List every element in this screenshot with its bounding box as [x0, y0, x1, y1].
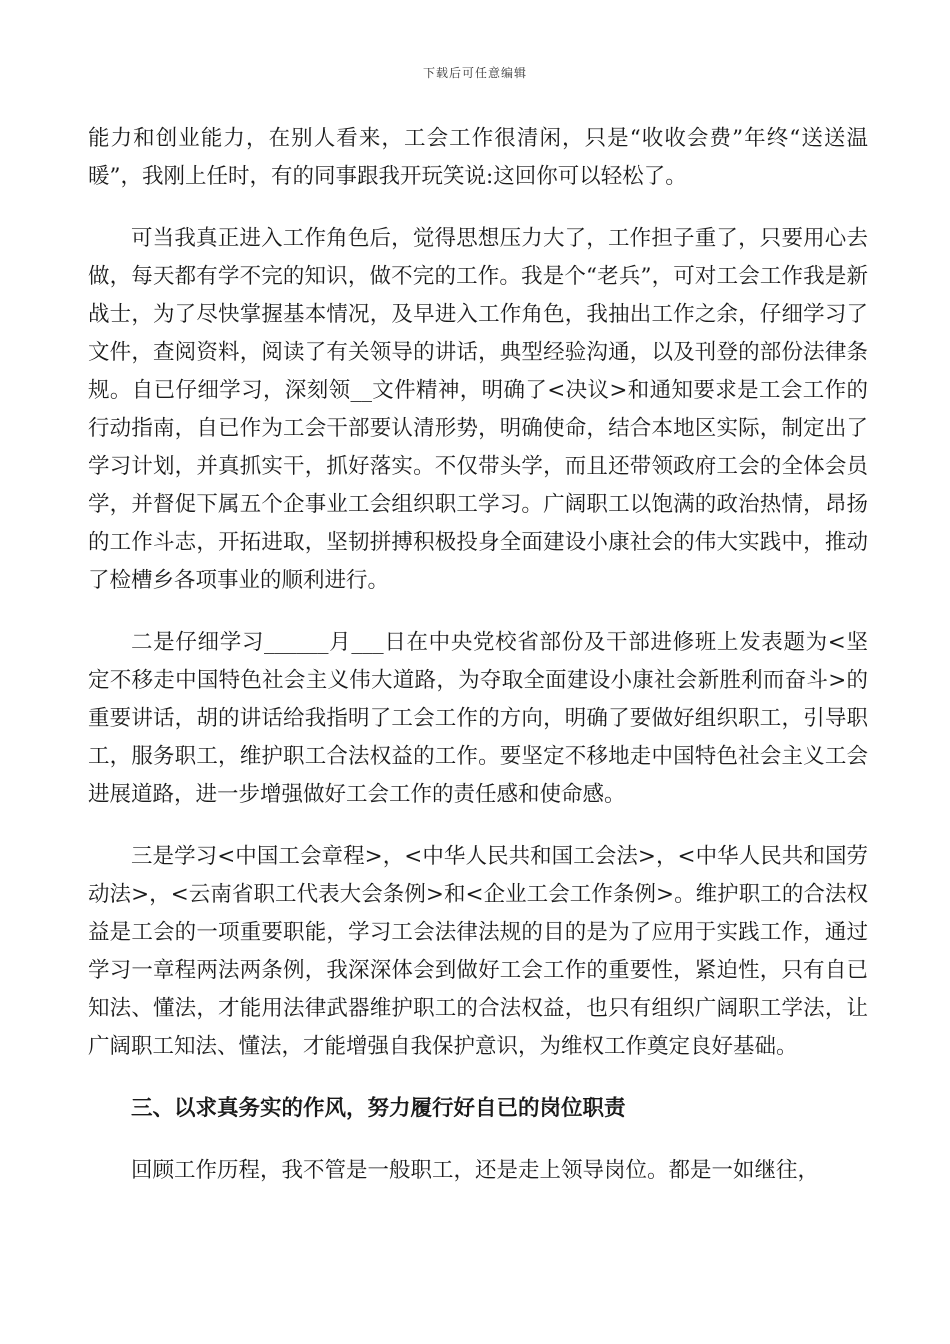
paragraph-third-point: 三是学习<中国工会章程>，<中华人民共和国工会法>，<中华人民共和国劳动法>，<云南省职工代表大会条例>和<企业工会工作条例>。维护职工的合法权益是工会的一项重要职能，学习工会法律法规的目的是为了应用于实践工作，通过学习一章程两法两条例，我深深体会到做好工会工作的重要性，紧迫性，只有自已知法、懂法，才能用法律武器维护职工的合法权益，也只有组织广阔职工学法，让广阔职工知法、懂法，才能增强自我保护意识，为维权工作奠定良好基础。: [88, 844, 868, 1059]
section-heading: 三、以求真务实的作风，努力履行好自已的岗位职责: [131, 1096, 626, 1121]
paragraph-study-documents: 可当我真正进入工作角色后，觉得思想压力大了，工作担子重了，只要用心去做，每天都有学不完的知识，做不完的工作。我是个“老兵”，可对工会工作我是新战士，为了尽快掌握基本情况，及早进入工作角色，我抽出工作之余，仔细学习了文件，查阅资料，阅读了有关领导的讲话，典型经验沟通，以及刊登的部份法律条规。自已仔细学习，深刻领__文件精神，明确了<决议>和通知要求是工会工作的行动指南，自已作为工会干部要认清形势，明确使命，结合本地区实际，制定出了学习计划，并真抓实干，抓好落实。不仅带头学，而且还带领政府工会的全体会员学，并督促下属五个企事业工会组织职工学习。广阔职工以饱满的政治热情，昂扬的工作斗志，开拓进取，坚韧拼搏积极投身全面建设小康社会的伟大实践中，推动了检槽乡各项事业的顺利进行。: [88, 226, 868, 593]
page-header: 下载后可任意编辑: [422, 66, 527, 80]
document-body: [88, 120, 868, 1214]
paragraph-continuation: 能力和创业能力，在别人看来，工会工作很清闲，只是“收收会费”年终“送送温暖”，我刚上任时，有的同事跟我开玩笑说:这回你可以轻松了。: [88, 126, 868, 189]
paragraph-second-point: 二是仔细学习______月___日在中央党校省部份及干部进修班上发表题为<坚定不移走中国特色社会主义伟大道路，为夺取全面建设小康社会新胜利而奋斗>的重要讲话，胡的讲话给我指明了工会工作的方向，明确了要做好组织职工，引导职工，服务职工，维护职工合法权益的工作。要坚定不移地走中国特色社会主义工会进展道路，进一步增强做好工会工作的责任感和使命感。: [88, 630, 868, 807]
paragraph-review: 回顾工作历程，我不管是一般职工，还是走上领导岗位。都是一如继往，: [131, 1158, 820, 1183]
